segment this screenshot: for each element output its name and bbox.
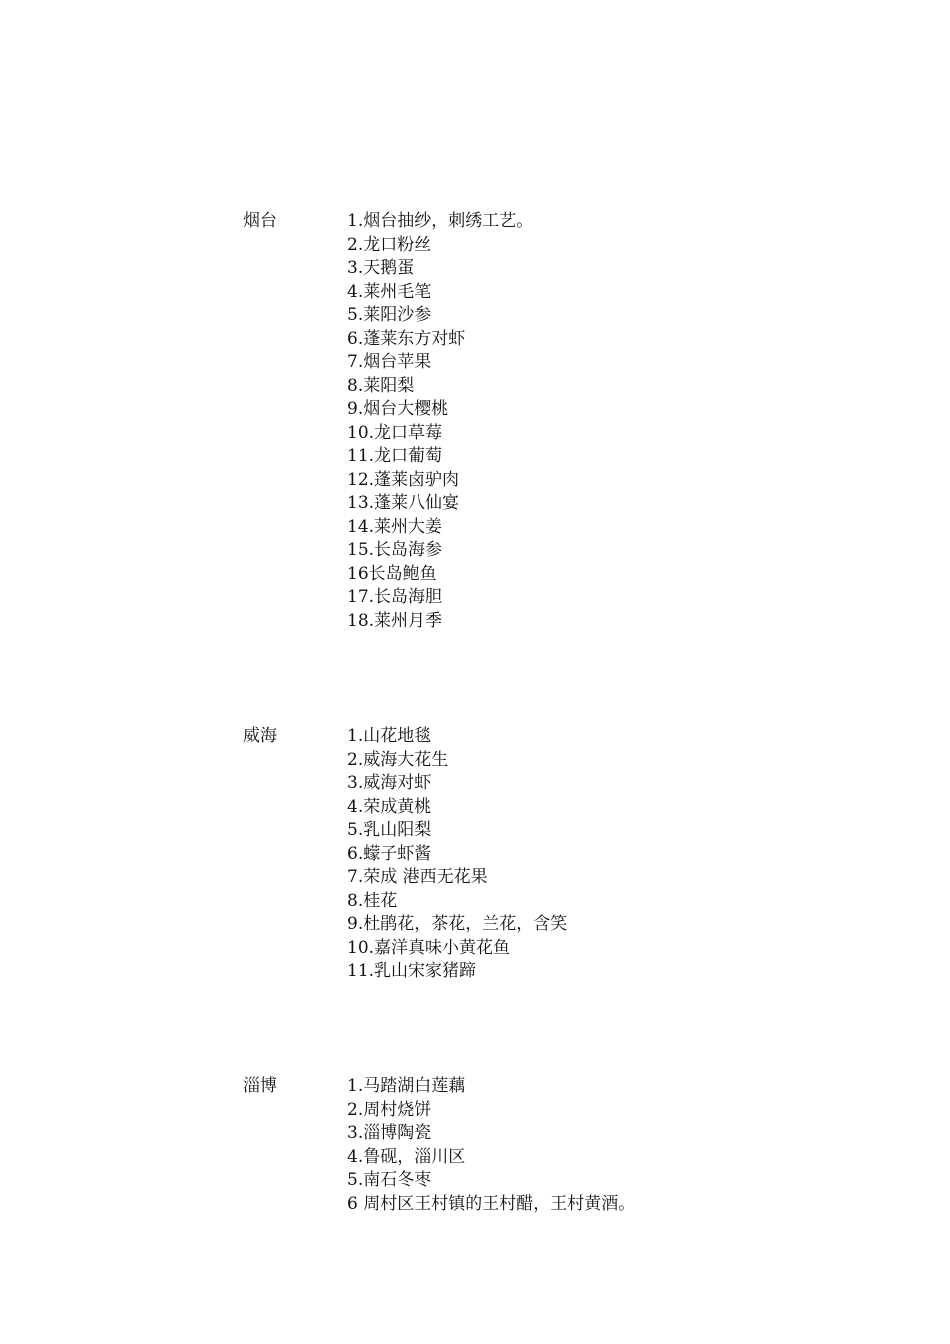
list-item: 9.烟台大樱桃 bbox=[347, 399, 449, 419]
list-item: 1.马踏湖白莲藕 bbox=[347, 1076, 466, 1096]
list-item: 5.乳山阳梨 bbox=[347, 820, 432, 840]
list-item: 15.长岛海参 bbox=[347, 540, 443, 560]
list-item: 4.鲁砚，淄川区 bbox=[347, 1146, 466, 1167]
list-item: 14.莱州大姜 bbox=[347, 516, 443, 537]
specialty-list-weihai bbox=[347, 725, 567, 984]
list-item: 10.龙口草莓 bbox=[347, 422, 443, 443]
list-item: 13.蓬莱八仙宴 bbox=[347, 493, 460, 513]
list-item: 2.周村烧饼 bbox=[347, 1099, 432, 1120]
specialty-list-zibo bbox=[347, 1075, 635, 1216]
list-item: 5.莱阳沙参 bbox=[347, 305, 432, 325]
list-item: 11.龙口葡萄 bbox=[347, 446, 443, 466]
list-item: 6 周村区王村镇的王村醋，王村黄酒。 bbox=[347, 1193, 636, 1214]
list-item: 6.蓬莱东方对虾 bbox=[347, 328, 466, 349]
list-item: 3.威海对虾 bbox=[347, 773, 432, 793]
list-item: 2.龙口粉丝 bbox=[347, 234, 432, 255]
list-item: 12.蓬莱卤驴肉 bbox=[347, 469, 460, 490]
list-item: 8.桂花 bbox=[347, 890, 398, 911]
list-item: 11.乳山宋家猪蹄 bbox=[347, 961, 477, 981]
list-item: 1.山花地毯 bbox=[347, 726, 432, 746]
city-heading-weihai: 威海 bbox=[243, 726, 277, 746]
list-item: 4.荣成黄桃 bbox=[347, 796, 432, 817]
list-item: 8.莱阳梨 bbox=[347, 375, 415, 396]
list-item: 6.蠓子虾酱 bbox=[347, 843, 432, 864]
list-item: 4.莱州毛笔 bbox=[347, 281, 432, 302]
list-item: 3.天鹅蛋 bbox=[347, 258, 415, 278]
list-item: 17.长岛海胆 bbox=[347, 587, 443, 607]
list-item: 16长岛鲍鱼 bbox=[347, 563, 437, 584]
list-item: 18.莱州月季 bbox=[347, 610, 443, 631]
specialty-list-yantai bbox=[347, 210, 533, 633]
list-item: 7.烟台苹果 bbox=[347, 352, 432, 372]
list-item: 7.荣成 港西无花果 bbox=[347, 867, 488, 887]
list-item: 9.杜鹃花，茶花，兰花，含笑 bbox=[347, 914, 568, 934]
list-item: 3.淄博陶瓷 bbox=[347, 1123, 432, 1143]
city-heading-yantai: 烟台 bbox=[243, 211, 277, 231]
list-item: 2.威海大花生 bbox=[347, 749, 449, 770]
city-heading-zibo: 淄博 bbox=[243, 1076, 277, 1096]
list-item: 1.烟台抽纱，刺绣工艺。 bbox=[347, 211, 534, 231]
list-item: 10.嘉洋真味小黄花鱼 bbox=[347, 937, 511, 958]
list-item: 5.南石冬枣 bbox=[347, 1170, 432, 1190]
